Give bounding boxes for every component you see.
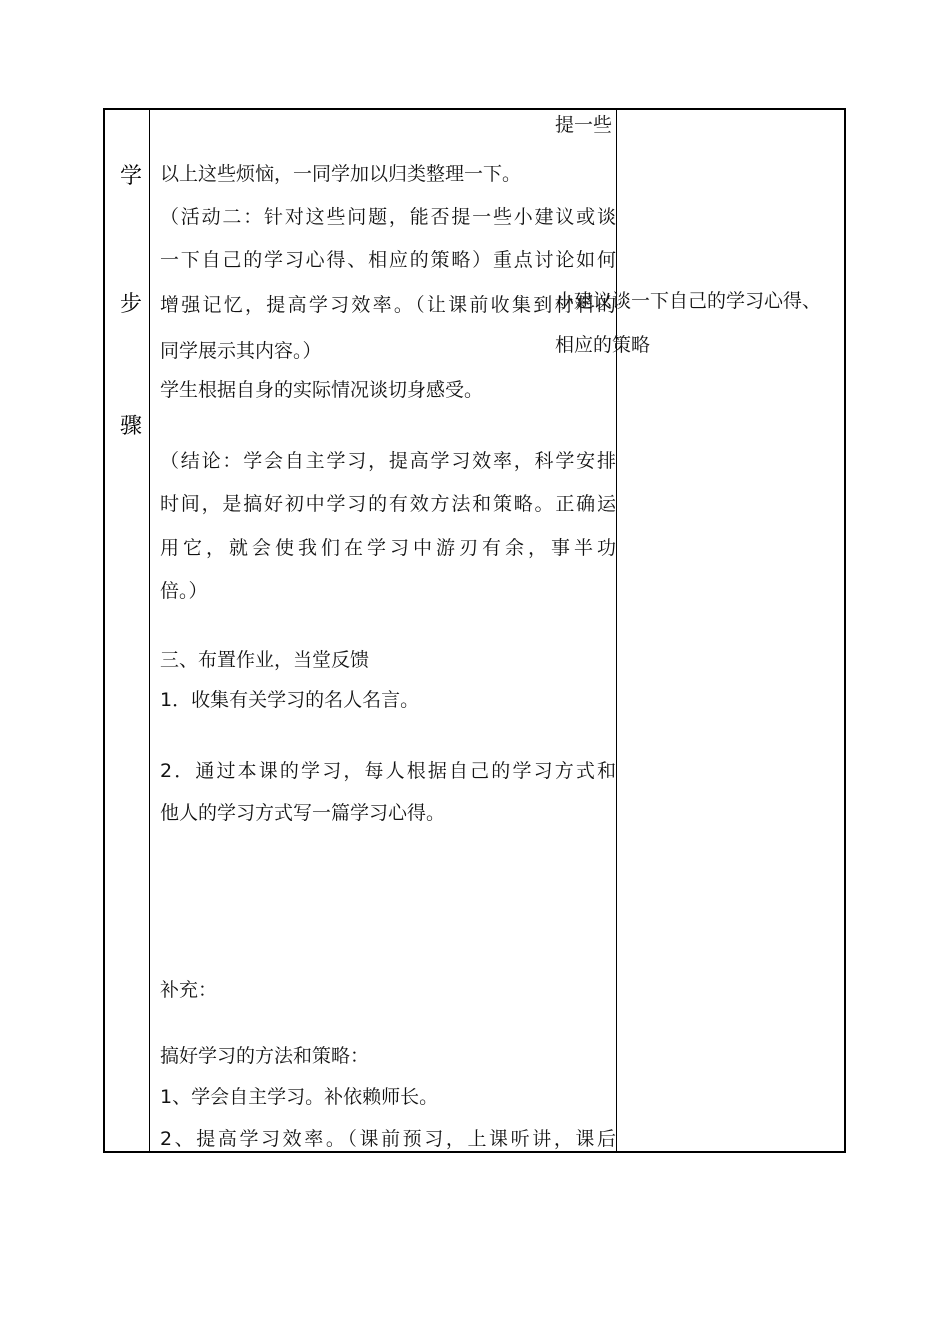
overflow-text-line: 小建议谈一下自己的学习心得、	[555, 290, 822, 312]
step-label-char: 学	[120, 164, 143, 189]
table-border-right	[844, 108, 846, 1153]
text-line: 2、提高学习效率。（课前预习，上课听讲，课后	[160, 1128, 616, 1150]
text-line: 他人的学习方式写一篇学习心得。	[160, 802, 446, 824]
text-line: 搞好学习的方法和策略：	[160, 1045, 370, 1067]
text-line: 补充：	[160, 979, 218, 1001]
text-line: （结论：学会自主学习，提高学习效率，科学安排	[160, 450, 616, 472]
text-line: 时间，是搞好初中学习的有效方法和策略。正确运	[160, 493, 616, 515]
top-fragment: 提一些	[555, 114, 613, 136]
text-line: 倍。）	[160, 580, 208, 602]
text-line: 1、学会自主学习。补依赖师长。	[160, 1086, 439, 1108]
text-line: 以上这些烦恼，一同学加以归类整理一下。	[160, 163, 522, 185]
text-line: 增强记忆，提高学习效率。（让课前收集到材料的	[160, 294, 616, 316]
column-divider-2	[616, 108, 617, 1153]
text-line: 2．通过本课的学习，每人根据自己的学习方式和	[160, 760, 616, 782]
text-line: 同学展示其内容。）	[160, 340, 322, 362]
text-line: （活动二：针对这些问题，能否提一些小建议或谈	[160, 206, 616, 228]
step-label-char: 骤	[120, 414, 143, 439]
step-label-char: 步	[120, 292, 143, 317]
table-border-left	[103, 108, 105, 1153]
text-line: 1．收集有关学习的名人名言。	[160, 689, 420, 711]
section-heading: 三、布置作业，当堂反馈	[160, 649, 370, 671]
column-divider-1	[149, 108, 150, 1153]
text-line: 用它，就会使我们在学习中游刃有余，事半功	[160, 537, 616, 559]
text-line: 一下自己的学习心得、相应的策略）重点讨论如何	[160, 249, 616, 271]
text-line: 学生根据自身的实际情况谈切身感受。	[160, 379, 484, 401]
table-border-bottom	[103, 1151, 846, 1153]
table-border-top	[103, 108, 846, 110]
overflow-text-line: 相应的策略	[555, 334, 651, 356]
